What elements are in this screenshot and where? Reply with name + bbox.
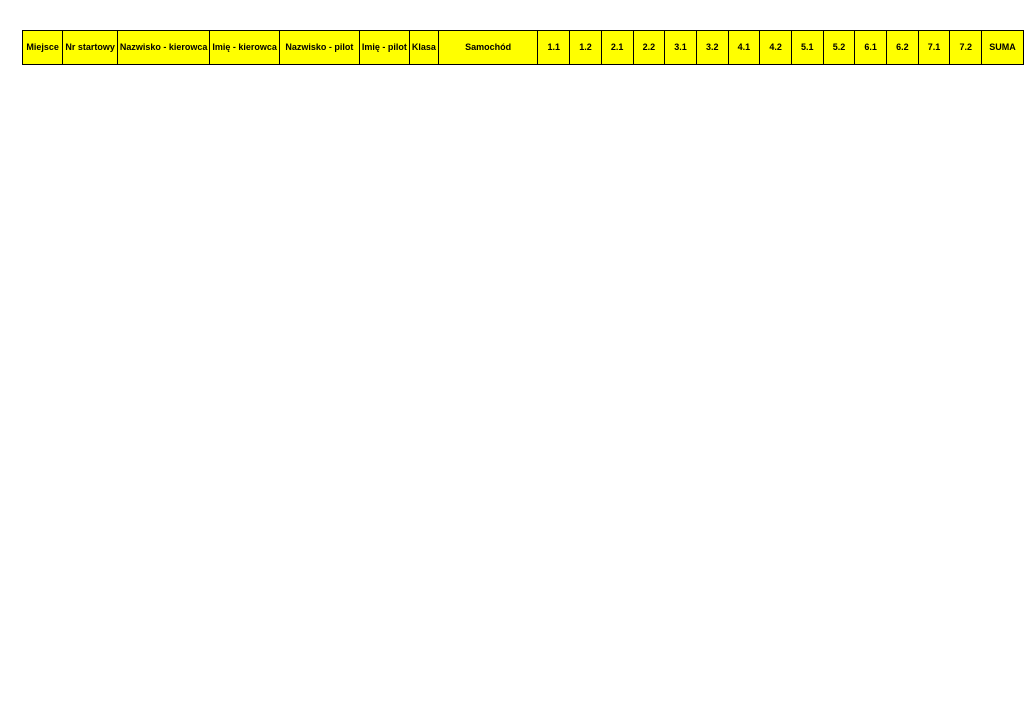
results-sheet — [22, 30, 1024, 65]
col-header-imie-kierowca: Imię - kierowca — [210, 31, 280, 65]
col-header-4-2: 4.2 — [760, 31, 792, 65]
col-header-6-2: 6.2 — [887, 31, 919, 65]
col-header-1-1: 1.1 — [538, 31, 570, 65]
col-header-4-1: 4.1 — [728, 31, 760, 65]
table-header — [23, 31, 1024, 65]
results-table — [22, 30, 1024, 65]
col-header-7-2: 7.2 — [950, 31, 982, 65]
col-header-nr-startowy: Nr startowy — [63, 31, 118, 65]
col-header-nazwisko-kierowca: Nazwisko - kierowca — [117, 31, 210, 65]
col-header-miejsce: Miejsce — [23, 31, 63, 65]
col-header-imie-pilot: Imię - pilot — [359, 31, 409, 65]
col-header-5-2: 5.2 — [823, 31, 855, 65]
col-header-2-1: 2.1 — [601, 31, 633, 65]
col-header-2-2: 2.2 — [633, 31, 665, 65]
col-header-nazwisko-pilot: Nazwisko - pilot — [279, 31, 359, 65]
col-header-3-2: 3.2 — [696, 31, 728, 65]
col-header-7-1: 7.1 — [918, 31, 950, 65]
col-header-3-1: 3.1 — [665, 31, 697, 65]
col-header-6-1: 6.1 — [855, 31, 887, 65]
col-header-suma: SUMA — [982, 31, 1024, 65]
col-header-1-2: 1.2 — [570, 31, 602, 65]
col-header-5-1: 5.1 — [791, 31, 823, 65]
col-header-klasa: Klasa — [409, 31, 438, 65]
header-row — [23, 31, 1024, 65]
col-header-samochod: Samochód — [438, 31, 538, 65]
